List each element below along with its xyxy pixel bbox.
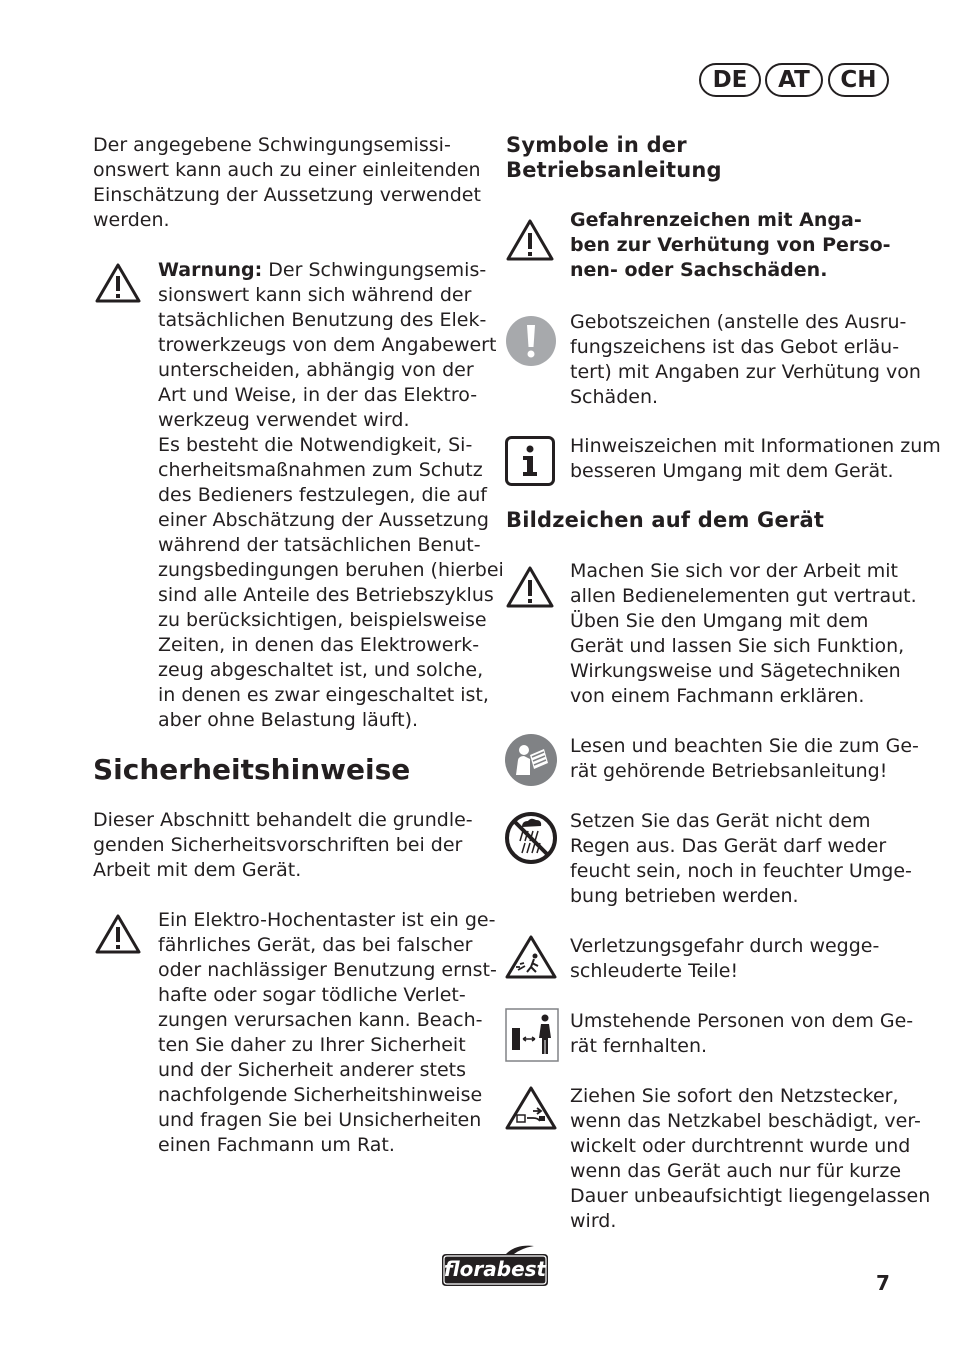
device-no-rain-text: Setzen Sie das Gerät nicht dem Regen aus. Das Gerät darf weder feucht sein, noch in feuchter Umge- bung betrieben werden. [570, 810, 912, 907]
flying-debris-icon [505, 934, 557, 980]
lang-badge-de: DE [699, 63, 761, 97]
warning-triangle-icon [95, 262, 141, 304]
symbol-info-text: Hinweiszeichen mit Informationen zum besseren Umgang mit dem Gerät. [570, 435, 941, 482]
logo-text: florabest [443, 1257, 547, 1281]
device-debris-text: Verletzungsgefahr durch wegge- schleuderte Teile! [570, 935, 880, 982]
intro-paragraph: Der angegebene Schwingungsemissi- onswert kann auch zu einer einleitenden Einschätzung der Aussetzung verwendet werden. [93, 134, 481, 231]
warning-paragraph: Warnung: Der Schwingungsemis- sionswert kann sich während der tatsächlichen Benutzung des Elek- trowerkzeugs von dem Angabewert unterscheiden, abhängig von der Art und Weise, in der das Elektro- werkzeug verwendet wird. Es besteht die Notwendigkeit, Si- cherheitsmaßnahmen zum Schutz des Bedieners festzulegen, die auf einer Abschätzung der Aussetzung während der tatsächlichen Benut- zungsbedingungen beruhen (hierbei sind alle Anteile des Betriebszyklus zu berücksichtigen, beispielsweise Zeiten, in denen das Elektrowerk- zeug abgeschaltet ist, und solche, in denen es zwar eingeschaltet ist, aber ohne Belastung läuft). [158, 259, 504, 731]
section-intro: Dieser Abschnitt behandelt die grundle- genden Sicherheitsvorschriften bei der Arbeit mit dem Gerät. [93, 809, 473, 881]
mandatory-exclamation-icon [505, 315, 557, 367]
warning-triangle-icon [506, 565, 554, 609]
read-manual-icon [504, 733, 558, 787]
unplug-icon [505, 1085, 557, 1131]
keep-distance-icon [505, 1008, 559, 1062]
device-unplug-text: Ziehen Sie sofort den Netzstecker, wenn das Netzkabel beschädigt, ver- wickelt oder durchtrennt wurde und wenn das Gerät auch nur für kurze Dauer unbeaufsichtigt liegengelassen wird. [570, 1085, 931, 1232]
florabest-logo [438, 1244, 552, 1288]
info-icon [505, 436, 555, 486]
symbol-mandatory-text: Gebotszeichen (anstelle des Ausru- fungszeichens ist das Gebot erläu- tert) mit Angaben zur Verhütung von Schäden. [570, 311, 921, 408]
lang-badge-at: AT [765, 63, 823, 97]
device-read-manual-text: Lesen und beachten Sie die zum Ge- rät gehörende Betriebsanleitung! [570, 735, 919, 782]
warning-label: Warnung: [158, 259, 263, 281]
device-symbols-title: Bildzeichen auf dem Gerät [506, 508, 825, 532]
device-familiarize-text: Machen Sie sich vor der Arbeit mit allen Bedienelementen gut vertraut. Üben Sie den Umgang mit dem Gerät und lassen Sie sich Funktion, Wirkungsweise und Sägetechniken von einem Fachmann erklären. [570, 560, 917, 707]
section-title: Sicherheitshinweise [93, 753, 411, 786]
danger-paragraph: Ein Elektro-Hochentaster ist ein ge- fährliches Gerät, das bei falscher oder nachlässiger Benutzung ernst- hafte oder sogar tödliche Verlet- zungen verursachen kann. Beach- ten Sie daher zu Ihrer Sicherheit und der Sicherheit anderer stets nachfolgende Sicherheitshinweise und fragen Sie bei Unsicherheiten einen Fachmann um Rat. [158, 909, 497, 1156]
page-number: 7 [876, 1271, 890, 1295]
symbols-title: Symbole in der Betriebsanleitung [506, 133, 722, 182]
warning-triangle-icon [95, 913, 141, 955]
device-keep-distance-text: Umstehende Personen von dem Ge- rät fernhalten. [570, 1010, 914, 1057]
no-rain-icon [504, 811, 558, 865]
warning-triangle-icon [506, 218, 554, 262]
lang-badge-ch: CH [828, 63, 889, 97]
symbol-danger-text: Gefahrenzeichen mit Anga- ben zur Verhütung von Perso- nen- oder Sachschäden. [570, 209, 891, 281]
